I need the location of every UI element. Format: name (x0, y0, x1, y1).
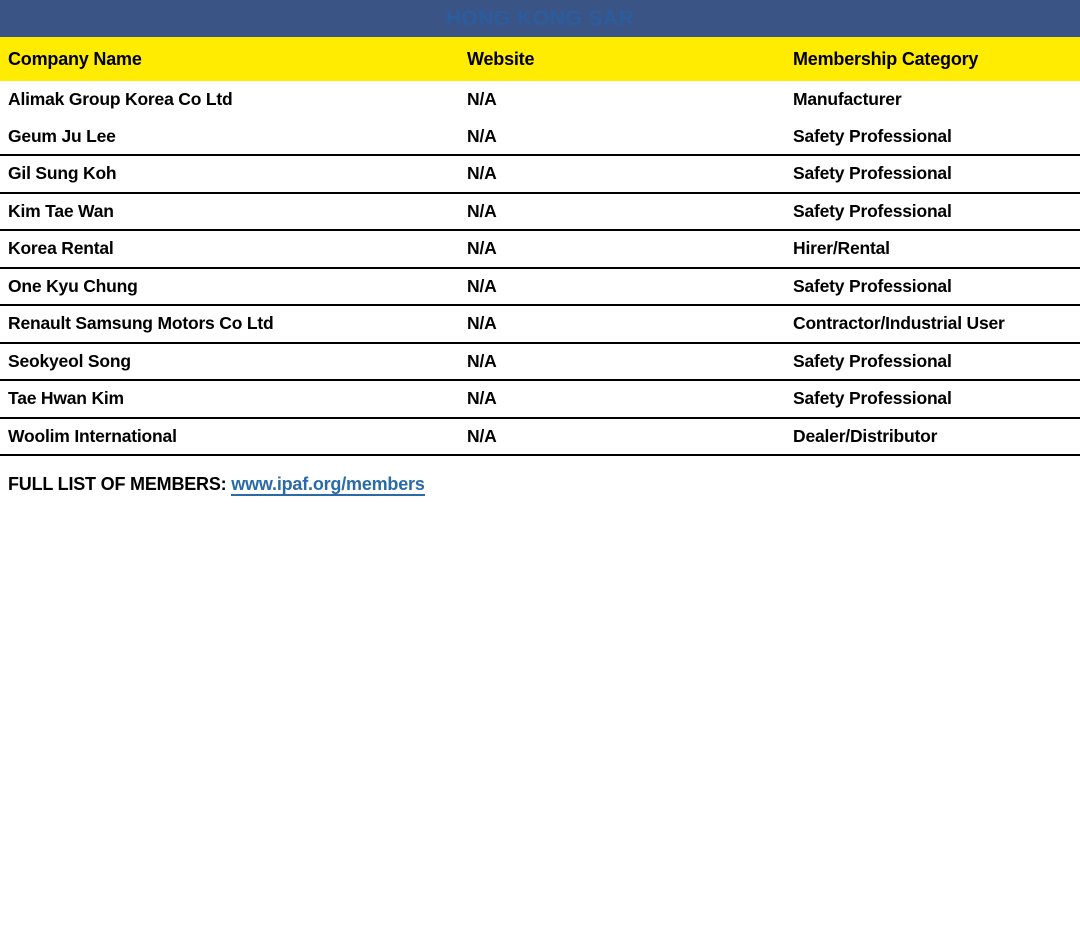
website-cell: N/A (467, 200, 497, 221)
website-cell: N/A (467, 89, 497, 110)
table-row (0, 194, 1080, 232)
column-header-website: Website (467, 48, 535, 69)
members-link[interactable]: www.ipaf.org/members (231, 474, 425, 494)
company-cell: Tae Hwan Kim (8, 388, 124, 409)
table-row (0, 344, 1080, 382)
region-title: HONG KONG SAR (445, 6, 635, 30)
website-cell: N/A (467, 238, 497, 259)
category-cell: Safety Professional (793, 163, 952, 184)
category-cell: Safety Professional (793, 125, 952, 146)
website-cell: N/A (467, 388, 497, 409)
table-row (0, 419, 1080, 457)
table-row (0, 381, 1080, 419)
full-list-footer (0, 474, 1080, 495)
company-cell: Seokyeol Song (8, 350, 131, 371)
company-cell: Renault Samsung Motors Co Ltd (8, 313, 274, 334)
category-cell: Manufacturer (793, 89, 902, 110)
category-cell: Safety Professional (793, 200, 952, 221)
category-cell: Safety Professional (793, 275, 952, 296)
company-cell: Korea Rental (8, 238, 114, 259)
table-row (0, 269, 1080, 307)
category-cell: Dealer/Distributor (793, 425, 938, 446)
table-row (0, 156, 1080, 194)
website-cell: N/A (467, 313, 497, 334)
column-header-category: Membership Category (793, 48, 979, 69)
category-cell: Hirer/Rental (793, 238, 890, 259)
company-cell: Geum Ju Lee (8, 125, 116, 146)
table-header-row (0, 37, 1080, 81)
company-cell: Woolim International (8, 425, 177, 446)
website-cell: N/A (467, 425, 497, 446)
column-header-company: Company Name (8, 48, 142, 69)
website-cell: N/A (467, 125, 497, 146)
region-banner (0, 0, 1080, 37)
table-body (0, 81, 1080, 456)
table-row (0, 306, 1080, 344)
website-cell: N/A (467, 275, 497, 296)
company-cell: Kim Tae Wan (8, 200, 114, 221)
table-row (0, 119, 1080, 157)
category-cell: Safety Professional (793, 350, 952, 371)
full-list-label: FULL LIST OF MEMBERS: (8, 474, 227, 494)
table-row (0, 81, 1080, 119)
website-cell: N/A (467, 163, 497, 184)
company-cell: Alimak Group Korea Co Ltd (8, 89, 233, 110)
company-cell: One Kyu Chung (8, 275, 138, 296)
table-row (0, 231, 1080, 269)
category-cell: Contractor/Industrial User (793, 313, 1005, 334)
website-cell: N/A (467, 350, 497, 371)
category-cell: Safety Professional (793, 388, 952, 409)
company-cell: Gil Sung Koh (8, 163, 117, 184)
